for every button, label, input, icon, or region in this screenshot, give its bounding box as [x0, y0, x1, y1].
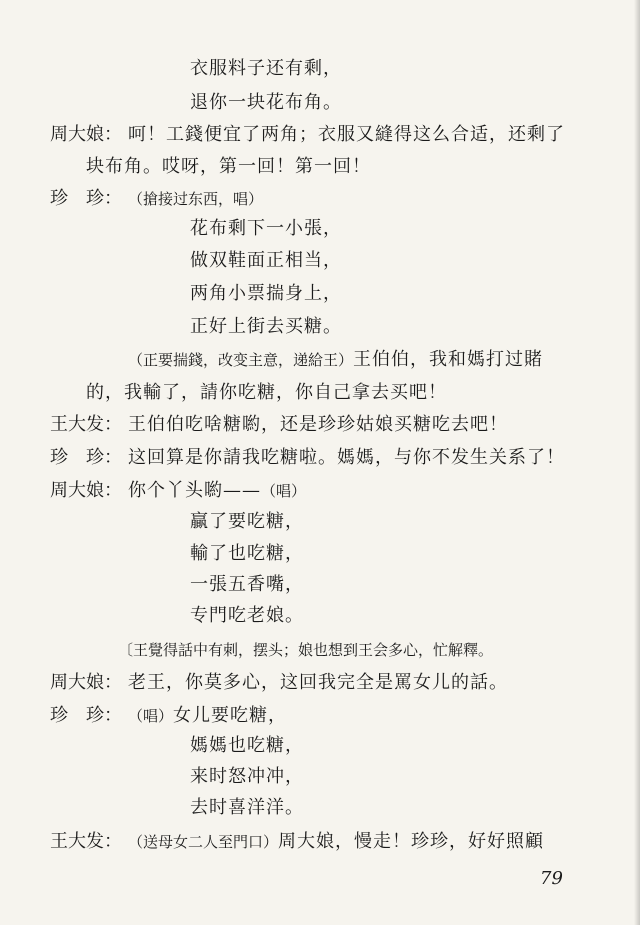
stage-direction: （正要揣錢，改变主意，递給王）: [128, 351, 354, 369]
dialogue-line: 周大娘： 老王，你莫多心，这回我完全是罵女儿的話。: [50, 672, 508, 693]
verse-line: 正好上街去买糖。: [190, 316, 342, 337]
dialogue-line: 珍 珍： （唱）女儿要吃糖，: [50, 705, 288, 726]
dialogue-line: 周大娘： 呵！工錢便宜了两角；衣服又縫得这么合适，还剩了: [50, 124, 565, 145]
speaker-label: 周大娘：: [50, 480, 122, 501]
speaker-label: 珍 珍：: [50, 705, 122, 726]
dialogue-continuation: 块布角。哎呀，第一回！第一回！: [86, 156, 371, 177]
verse-line: 两角小票揣身上，: [190, 283, 342, 304]
stage-direction-line: [118, 639, 493, 661]
speaker-label: 王大发：: [50, 831, 122, 852]
verse-line: 去时喜洋洋。: [190, 797, 304, 818]
dialogue-line: 王大发： （送母女二人至門口）周大娘，慢走！珍珍，好好照顧: [50, 831, 545, 852]
dialogue-line: [50, 188, 263, 210]
speaker-label: 王大发：: [50, 414, 122, 435]
stage-direction: （搶接过东西，唱）: [128, 190, 264, 208]
dialogue-line: 周大娘： 你个丫头喲——（唱）: [50, 480, 307, 501]
verse-line: 专門吃老娘。: [190, 605, 304, 626]
dialogue-line: 珍 珍： 这回算是你請我吃糖啦。媽媽，与你不发生关系了！: [50, 447, 565, 468]
stage-direction: （唱）: [128, 707, 174, 725]
page-edge-shadow: [634, 0, 640, 925]
verse-line: 来时怒冲冲，: [190, 766, 304, 787]
dialogue-line: 王大发： 王伯伯吃啥糖喲，还是珍珍姑娘买糖吃去吧！: [50, 414, 508, 435]
dialogue-continuation: 的，我輸了，請你吃糖，你自己拿去买吧！: [86, 382, 447, 403]
stage-direction: （送母女二人至門口）: [128, 833, 279, 851]
verse-line: 做双鞋面正相当，: [190, 250, 342, 271]
speaker-label: 周大娘：: [50, 124, 122, 145]
verse-line: 衣服料子还有剩，: [190, 58, 342, 79]
verse-line: 花布剩下一小張，: [190, 218, 342, 239]
stage-and-dialogue: （正要揣錢，改变主意，递給王）王伯伯，我和媽打过賭: [128, 349, 544, 370]
verse-line: 輸了也吃糖，: [190, 543, 304, 564]
verse-line: 媽媽也吃糖，: [190, 735, 304, 756]
verse-line: 退你一块花布角。: [190, 92, 342, 113]
speaker-label: 周大娘：: [50, 672, 122, 693]
verse-line: 贏了要吃糖，: [190, 511, 304, 532]
speaker-label: 珍 珍：: [50, 447, 122, 468]
stage-direction: （唱）: [261, 482, 307, 500]
stage-direction: 〔王覺得話中有刺，摆头；娘也想到王会多心，忙解釋。: [118, 641, 494, 659]
verse-line: 一張五香嘴，: [190, 574, 304, 595]
page-number: 79: [540, 868, 563, 889]
speaker-label: 珍 珍：: [50, 188, 122, 209]
